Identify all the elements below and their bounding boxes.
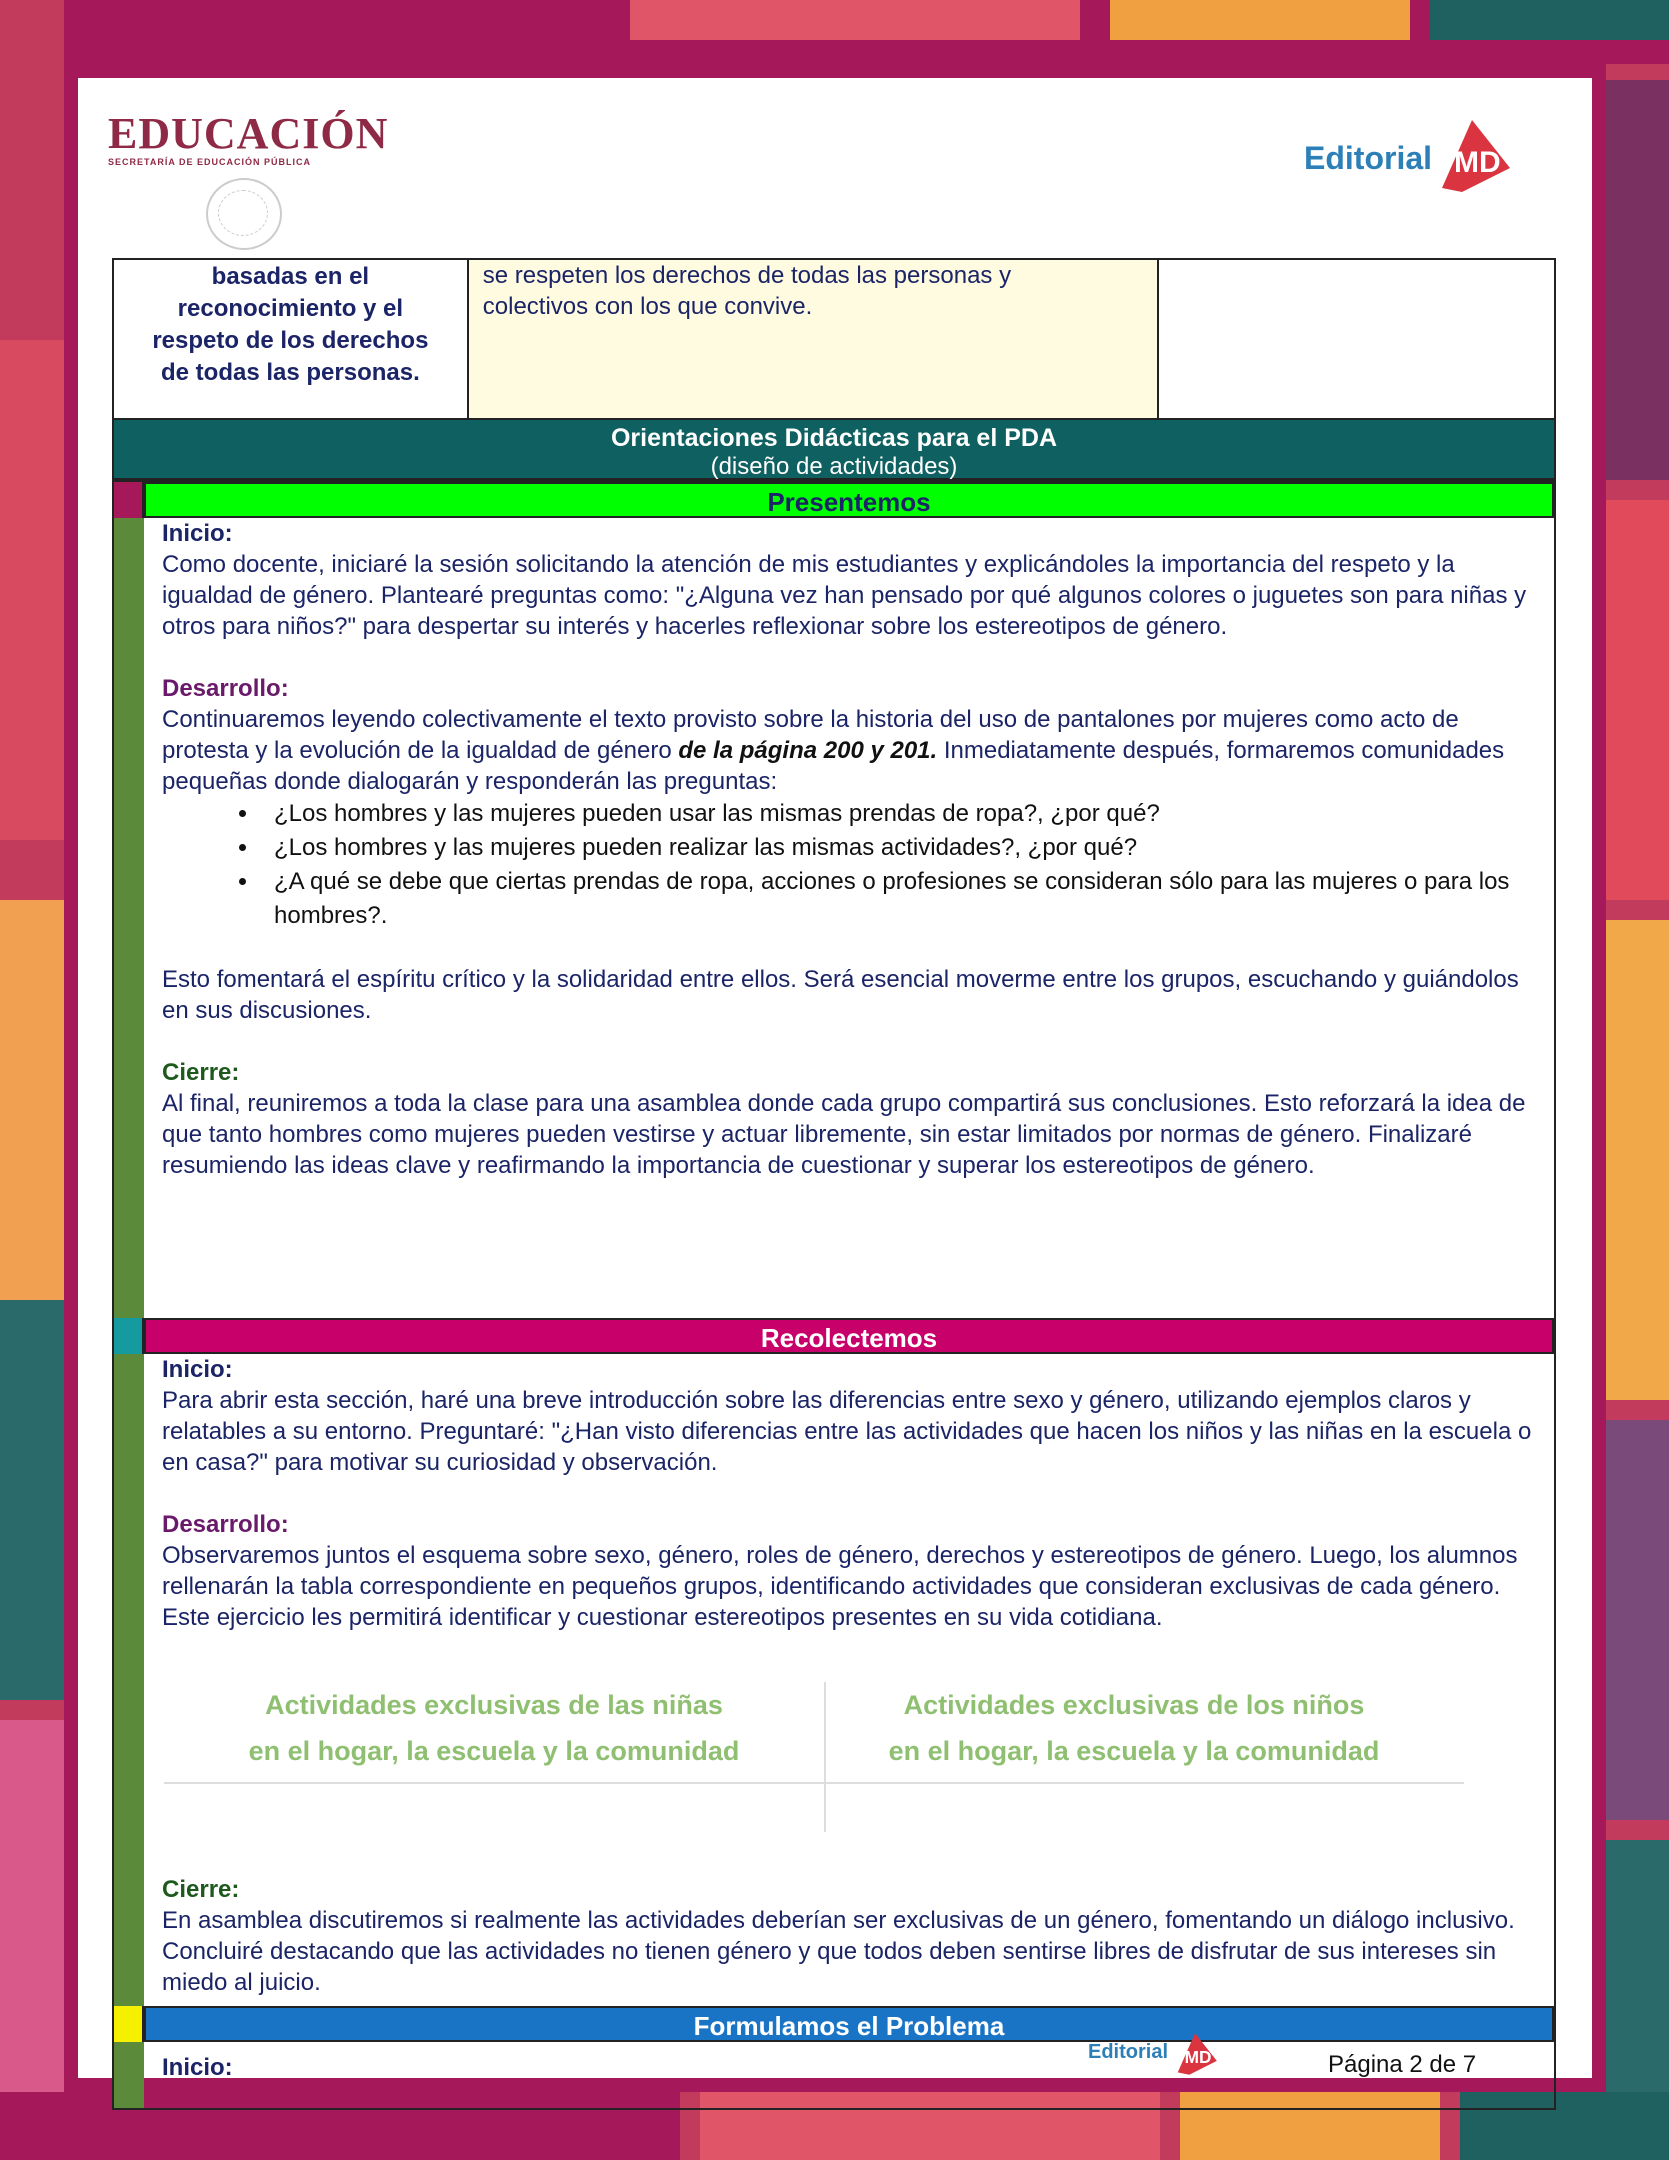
recolectemos-cierre-label: Cierre: — [162, 1876, 240, 1903]
section-presentemos — [114, 482, 1554, 518]
footer-editorial-word: Editorial — [1088, 2041, 1169, 2064]
editorial-logo-word: Editorial — [1304, 140, 1433, 176]
page-frame — [64, 64, 1606, 2092]
presentemos-title: Presentemos — [144, 482, 1554, 518]
sep-logo — [108, 108, 388, 167]
presentemos-text — [162, 518, 1538, 1181]
list-item: • ¿Los hombres y las mujeres pueden realizar las mismas actividades?, ¿por qué? — [260, 831, 1538, 865]
sep-subtitle: SECRETARÍA DE EDUCACIÓN PÚBLICA — [108, 157, 312, 167]
recolectemos-text — [162, 1354, 1538, 1633]
presentemos-cierre-text: Al final, reuniremos a toda la clase para una asamblea donde cada grupo compartirá sus conclusiones. Esto reforzará la idea de que tanto hombres como mujeres pueden vestirse y actuar libremente, sin estar limitados por normas de género. Finalizaré resumiendo las ideas clave y reafirmando la importancia de cuestionar y superar los estereotipos de género. — [162, 1090, 1526, 1179]
table-header-line — [164, 1782, 1464, 1784]
svg-text:MD: MD — [1454, 146, 1501, 179]
list-item: • ¿Los hombres y las mujeres pueden usar las mismas prendas de ropa?, ¿por qué? — [260, 797, 1538, 831]
activities-table-image — [164, 1682, 1504, 1842]
activities-girls-heading: Actividades exclusivas de las niñas en el hogar, la escuela y la comunidad — [248, 1690, 740, 1766]
standard-cell: basadas en el reconocimiento y el respeto de los derechos de todas las personas. — [113, 259, 468, 419]
empty-cell — [1158, 259, 1555, 419]
presentemos-desarrollo-text-c: Esto fomentará el espíritu crítico y la solidaridad entre ellos. Será esencial moverme entre los grupos, escuchando y guiándolos en sus discusiones. — [162, 966, 1519, 1024]
recolectemos-inicio-label: Inicio: — [162, 1356, 233, 1383]
page-number: Página 2 de 7 — [1328, 2051, 1477, 2078]
svg-text:MD: MD — [1185, 2047, 1212, 2068]
orientaciones-subtitle: (diseño de actividades) — [710, 453, 958, 480]
footer-editorial-logo — [1088, 2032, 1218, 2076]
recolectemos-desarrollo-text: Observaremos juntos el esquema sobre sexo, género, roles de género, derechos y estereotipos de género. Luego, los alumnos rellenarán la tabla correspondiente en pequeños grupos, identificando actividades que consideran exclusivas de cada género. Este ejercicio les permitirá identificar y cuestionar estereotipos presentes en su vida cotidiana. — [162, 1542, 1518, 1631]
pda-cell: se respeten los derechos de todas las personas y colectivos con los que convive. — [468, 259, 1158, 419]
recolectemos-cierre-text: En asamblea discutiremos si realmente las actividades deberían ser exclusivas de un género, fomentando un diálogo inclusivo. Concluiré destacando que las actividades no tienen género y que todos deben sentirse libres de disfrutar de sus intereses sin miedo al juicio. — [162, 1907, 1515, 1996]
recolectemos-cierre — [162, 1874, 1538, 1998]
footer-md-icon — [1172, 2032, 1218, 2076]
recolectemos-desarrollo-label: Desarrollo: — [162, 1511, 289, 1538]
orientaciones-title: Orientaciones Didácticas para el PDA — [610, 424, 1057, 452]
formulamos-square — [114, 2006, 144, 2042]
formulamos-title: Formulamos el Problema — [144, 2006, 1554, 2042]
left-green-bar — [114, 482, 144, 2108]
recolectemos-title: Recolectemos — [144, 1318, 1554, 1354]
questions-list — [162, 797, 1538, 933]
national-seal-icon — [206, 178, 282, 250]
presentemos-desarrollo-text: Continuaremos leyendo colectivamente el texto provisto sobre la historia del uso de pantalones por mujeres como acto de protesta y la evolución de la igualdad de género de la página 200 y 201. Inmediatamente después, formaremos comunidades pequeñas donde dialogarán y responderán las preguntas: — [162, 706, 1505, 795]
sep-title: EDUCACIÓN — [108, 109, 389, 158]
presentemos-inicio-label: Inicio: — [162, 520, 233, 547]
recolectemos-square — [114, 1318, 144, 1354]
page-content — [78, 78, 1592, 2081]
recolectemos-inicio-text: Para abrir esta sección, haré una breve introducción sobre las diferencias entre sexo y género, utilizando ejemplos claros y relatables a su entorno. Preguntaré: "¿Han visto diferencias entre las actividades que hacen los niños y las niñas en la escuela o en casa?" para motivar su curiosidad y observación. — [162, 1387, 1532, 1476]
presentemos-desarrollo-label: Desarrollo: — [162, 675, 289, 702]
list-item: • ¿A qué se debe que ciertas prendas de ropa, acciones o profesiones se consideran sólo para las mujeres o para los hombres?. — [260, 865, 1538, 933]
presentemos-square — [114, 482, 144, 518]
activities-content — [112, 480, 1556, 2110]
md-logo-icon — [1432, 118, 1512, 194]
presentemos-inicio-text: Como docente, iniciaré la sesión solicitando la atención de mis estudiantes y explicándoles la importancia del respeto y la igualdad de género. Plantearé preguntas como: "¿Alguna vez han pensado por qué algunos colores o juguetes son para niñas y otros para niños?" para despertar su interés y hacerles reflexionar sobre los estereotipos de género. — [162, 551, 1527, 640]
page-reference: de la página 200 y 201. — [678, 737, 938, 764]
top-table — [112, 258, 1556, 420]
section-formulamos — [114, 2006, 1554, 2042]
editorial-md-logo — [1304, 118, 1524, 198]
activities-boys-heading: Actividades exclusivas de los niños en el hogar, la escuela y la comunidad — [888, 1690, 1380, 1766]
section-recolectemos — [114, 1318, 1554, 1354]
orientaciones-header — [112, 418, 1556, 480]
table-divider — [824, 1682, 826, 1832]
formulamos-inicio-label: Inicio: — [162, 2054, 233, 2081]
presentemos-cierre-label: Cierre: — [162, 1059, 240, 1086]
